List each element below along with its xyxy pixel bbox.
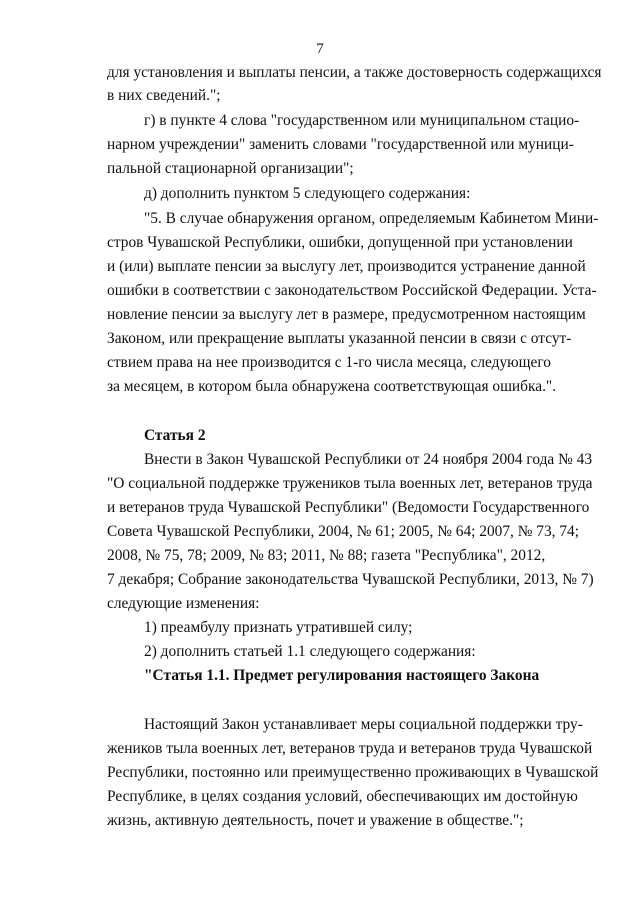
text-line: жизнь, активную деятельность, почет и уважение в обществе.";	[107, 812, 524, 829]
text-line: г) в пункте 4 слова "государственном или муниципальном стацио-	[144, 112, 580, 129]
text-line: и (или) выплате пенсии за выслугу лет, производится устранение данной	[107, 258, 586, 275]
text-line: д) дополнить пунктом 5 следующего содержания:	[144, 185, 471, 202]
text-line: Республике, в целях создания условий, обеспечивающих им достойную	[107, 788, 578, 805]
text-line: 2) дополнить статьей 1.1 следующего содержания:	[144, 643, 476, 660]
text-line: пальной стационарной организации";	[107, 160, 354, 177]
text-line: следующие изменения:	[107, 595, 260, 612]
text-line: Законом, или прекращение выплаты указанной пенсии в связи с отсут-	[107, 330, 572, 347]
text-line: Настоящий Закон устанавливает меры социальной поддержки тру-	[144, 716, 583, 733]
text-line: стров Чувашской Республики, ошибки, допущенной при установлении	[107, 234, 573, 251]
heading-line: "Статья 1.1. Предмет регулирования настоящего Закона	[144, 667, 540, 684]
text-line: Внести в Закон Чувашской Республики от 24 ноября 2004 года № 43	[144, 451, 593, 468]
text-line: 7 декабря; Собрание законодательства Чувашской Республики, 2013, № 7)	[107, 571, 594, 588]
text-line: и ветеранов труда Чувашской Республики" (Ведомости Государственного	[107, 499, 590, 516]
text-line: новление пенсии за выслугу лет в размере, предусмотренном настоящим	[107, 306, 586, 323]
heading-line: Статья 2	[144, 427, 206, 444]
text-line: жеников тыла военных лет, ветеранов труда и ветеранов труда Чувашской	[107, 740, 593, 757]
text-line: ствием права на нее производится с 1-го числа месяца, следующего	[107, 354, 551, 371]
text-line: нарном учреждении" заменить словами "государственной или муници-	[107, 136, 574, 153]
text-line: 1) преамбулу признать утратившей силу;	[144, 619, 413, 636]
text-line: ошибки в соответствии с законодательством Российской Федерации. Уста-	[107, 282, 597, 299]
text-line: Республики, постоянно или преимущественно проживающих в Чувашской	[107, 764, 599, 781]
text-line: в них сведений.";	[107, 87, 221, 104]
text-line: "5. В случае обнаружения органом, определяемым Кабинетом Мини-	[144, 210, 599, 227]
text-line: за месяцем, в котором была обнаружена соответствующая ошибка.".	[107, 378, 557, 395]
page-number: 7	[316, 41, 324, 57]
text-line: 2008, № 75, 78; 2009, № 83; 2011, № 88; газета "Республика", 2012,	[107, 547, 546, 564]
text-line: для установления и выплаты пенсии, а также достоверность содержащихся	[107, 64, 602, 81]
text-line: Совета Чувашской Республики, 2004, № 61; 2005, № 64; 2007, № 73, 74;	[107, 523, 580, 540]
text-line: "О социальной поддержке тружеников тыла военных лет, ветеранов труда	[107, 475, 593, 492]
